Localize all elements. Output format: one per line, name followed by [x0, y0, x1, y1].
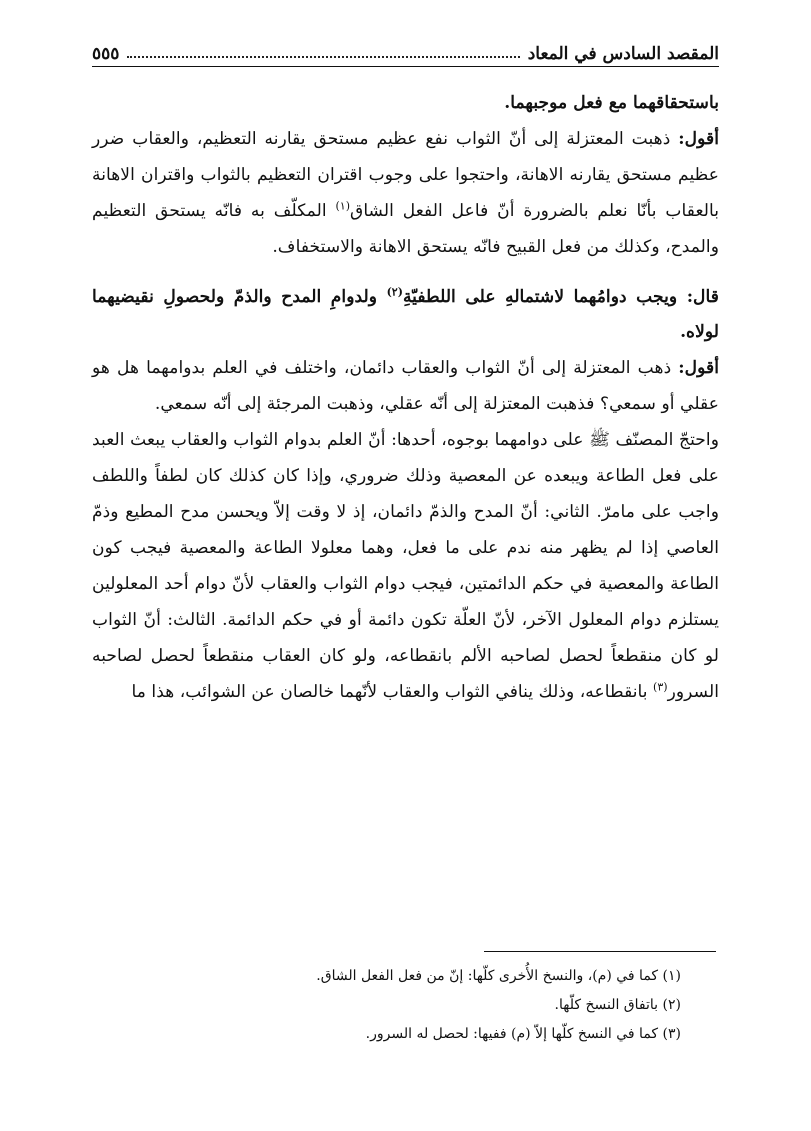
paragraph-2-text-b: ولدوامِ المدح والذمّ ولحصولِ نقيضيهما لولاه. [92, 286, 719, 343]
paragraph-3-text: ذهب المعتزلة إلى أنّ الثواب والعقاب دائمان، واختلف في العلم بدوامهما هل هو عقلي أو سمعي؟ فذهبت المعتزلة إلى أنّه عقلي، وذهبت المرجئة إلى أنّه سمعي. [92, 358, 719, 415]
paragraph-1 [92, 122, 719, 266]
footnotes [92, 962, 681, 1049]
main-text [92, 86, 719, 710]
aqul-label-2: أقول: [678, 358, 719, 379]
footnote-1: (١) كما في (م)، والنسخ الأُخرى كلّها: إنّ من فعل الفعل الشاق. [316, 968, 681, 984]
header-dot-leader [127, 44, 519, 58]
paragraph-1-text-b: المكلّف به فانّه يستحق التعظيم والمدح، وكذلك من فعل القبيح فانّه يستحق الاهانة والاستخفاف. [92, 200, 719, 257]
aqul-label: أقول: [678, 128, 719, 149]
footnote-3: (٣) كما في النسخ كلّها إلاّ (م) ففيها: لحصل له السرور. [365, 1026, 681, 1042]
paragraph-3 [92, 351, 719, 423]
paragraph-4-text-b: بانقطاعه، وذلك ينافي الثواب والعقاب لأنّهما خالصان عن الشوائب، هذا ما [131, 681, 654, 702]
paragraph-gap [92, 266, 719, 280]
paragraph-4 [92, 423, 719, 710]
footnote-marker-2: (٢) [386, 284, 403, 298]
paragraph-4-text-a: واحتجّ المصنّف ﷺ على دوامهما بوجوه، أحدها: أنّ العلم بدوام الثواب والعقاب يبعث العبد على فعل الطاعة ويبعده عن المعصية وذلك ضروري، وإذا كان كذلك كان لطفاً واللطف واجب على مامرّ. الثاني: أنّ المدح والذمّ دائمان، إذ لا وقت إلاّ ويحسن مدح المطيع وذمّ العاصي إذا لم يظهر منه ندم على ما فعل، وهما معلولا الطاعة والمعصية فيجب كون الطاعة والمعصية في حكم الدائمتين، فيجب دوام الثواب والعقاب لأنّ دوام أحد المعلولين يستلزم دوام المعلول الآخر، لأنّ العلّة تكون دائمة أو في حكم الدائمة. الثالث: أنّ الثواب لو كان منقطعاً لحصل لصاحبه الألم بانقطاعه، ولو كان العقاب منقطعاً لحصل لصاحبه السرور [92, 430, 719, 702]
running-header [92, 30, 719, 64]
paragraph-1-text-a: ذهبت المعتزلة إلى أنّ الثواب نفع عظيم مستحق يقارنه التعظيم، والعقاب ضرر عظيم مستحق يقارنه الاهانة، واحتجوا على وجوب اقتران التعظيم بالثواب واقتران الاهانة بالعقاب بأنّا نعلم بالضرورة أنّ فاعل الفعل الشاق [92, 128, 719, 221]
footnote-rule [484, 951, 716, 952]
footnote-marker-1: (١) [335, 198, 350, 212]
header-rule [92, 66, 719, 67]
footnote-2: (٢) باتفاق النسخ كلّها. [554, 997, 681, 1013]
paragraph-2 [92, 280, 719, 352]
header-title: المقصد السادس في المعاد [527, 44, 719, 64]
paragraph-0: باستحقاقهما مع فعل موجبهما. [504, 93, 719, 113]
page-number: ٥٥٥ [92, 44, 120, 64]
paragraph-2-text-a: قال: ويجب دوامُهما لاشتمالهِ على اللطفيّةِ [402, 286, 719, 307]
footnote-marker-3: (٣) [653, 679, 668, 693]
